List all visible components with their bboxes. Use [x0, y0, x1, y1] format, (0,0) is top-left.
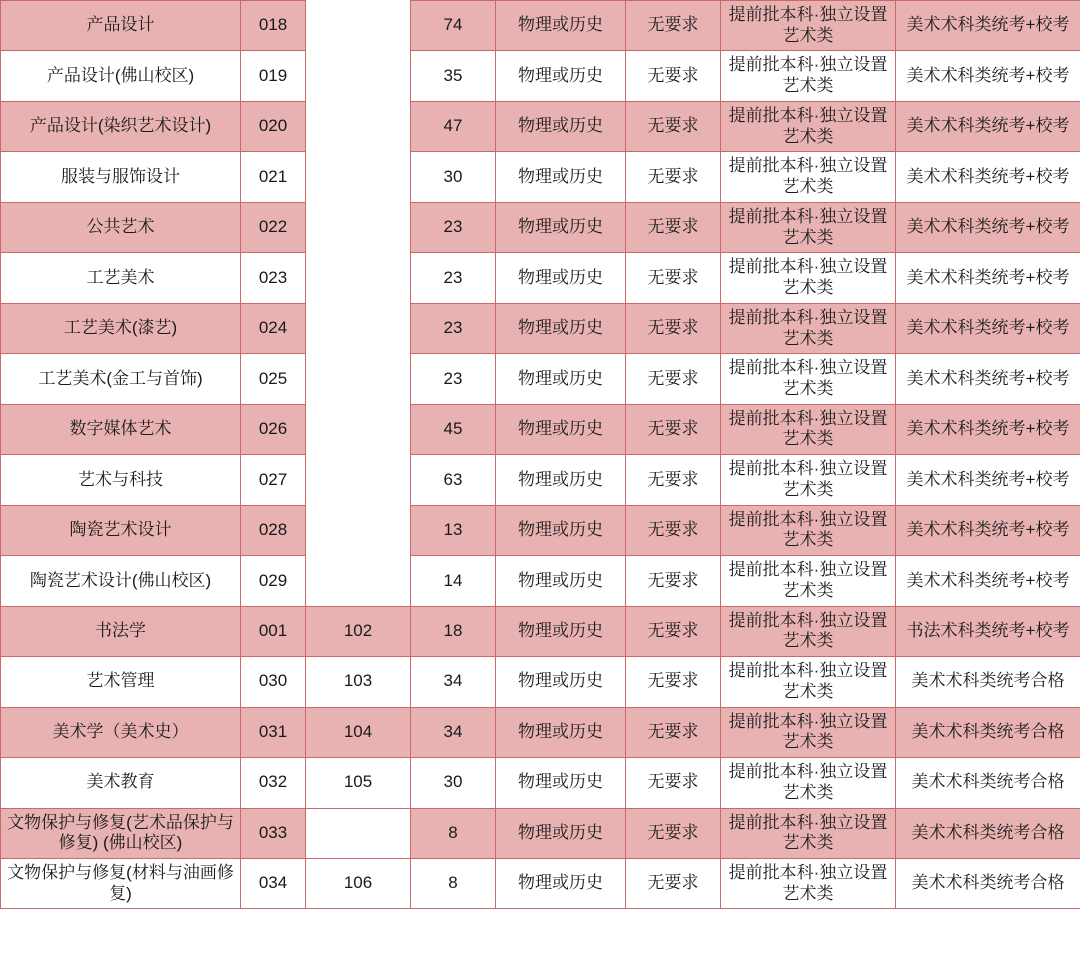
- cell-subject: 物理或历史: [496, 354, 626, 404]
- cell-batch: 提前批本科·独立设置艺术类: [721, 556, 896, 606]
- table-row: [1, 253, 1080, 303]
- cell-req: 无要求: [626, 556, 721, 606]
- cell-major: 美术学（美术史）: [1, 707, 241, 757]
- table-row: [1, 1, 1080, 51]
- table-row: [1, 808, 1080, 858]
- cell-exam: 美术术科类统考+校考: [896, 404, 1080, 454]
- cell-batch: 提前批本科·独立设置艺术类: [721, 202, 896, 252]
- cell-batch: 提前批本科·独立设置艺术类: [721, 253, 896, 303]
- cell-code: 025: [241, 354, 306, 404]
- cell-batch: 提前批本科·独立设置艺术类: [721, 657, 896, 707]
- cell-plan: 45: [411, 404, 496, 454]
- table-row: [1, 51, 1080, 101]
- cell-plan: 8: [411, 808, 496, 858]
- cell-subject: 物理或历史: [496, 152, 626, 202]
- table-row: [1, 354, 1080, 404]
- cell-code: 031: [241, 707, 306, 757]
- cell-subject: 物理或历史: [496, 404, 626, 454]
- cell-group: 103: [306, 657, 411, 707]
- cell-exam: 美术术科类统考+校考: [896, 354, 1080, 404]
- cell-batch: 提前批本科·独立设置艺术类: [721, 808, 896, 858]
- cell-code: 019: [241, 51, 306, 101]
- cell-group: [306, 303, 411, 353]
- cell-exam: 美术术科类统考+校考: [896, 505, 1080, 555]
- table-row: [1, 606, 1080, 656]
- cell-req: 无要求: [626, 707, 721, 757]
- cell-code: 018: [241, 1, 306, 51]
- table-row: [1, 556, 1080, 606]
- cell-exam: 美术术科类统考+校考: [896, 101, 1080, 151]
- cell-req: 无要求: [626, 606, 721, 656]
- cell-plan: 30: [411, 758, 496, 808]
- cell-req: 无要求: [626, 657, 721, 707]
- cell-major: 文物保护与修复(艺术品保护与修复) (佛山校区): [1, 808, 241, 858]
- cell-plan: 23: [411, 354, 496, 404]
- cell-plan: 23: [411, 303, 496, 353]
- cell-batch: 提前批本科·独立设置艺术类: [721, 707, 896, 757]
- cell-req: 无要求: [626, 253, 721, 303]
- cell-req: 无要求: [626, 808, 721, 858]
- cell-subject: 物理或历史: [496, 505, 626, 555]
- cell-exam: 书法术科类统考+校考: [896, 606, 1080, 656]
- table-row: [1, 202, 1080, 252]
- cell-group: [306, 404, 411, 454]
- cell-major: 美术教育: [1, 758, 241, 808]
- cell-batch: 提前批本科·独立设置艺术类: [721, 152, 896, 202]
- cell-subject: 物理或历史: [496, 556, 626, 606]
- table-row: [1, 101, 1080, 151]
- cell-plan: 34: [411, 657, 496, 707]
- cell-batch: 提前批本科·独立设置艺术类: [721, 51, 896, 101]
- cell-code: 023: [241, 253, 306, 303]
- cell-code: 032: [241, 758, 306, 808]
- cell-plan: 23: [411, 253, 496, 303]
- cell-subject: 物理或历史: [496, 202, 626, 252]
- cell-exam: 美术术科类统考合格: [896, 758, 1080, 808]
- cell-code: 026: [241, 404, 306, 454]
- cell-major: 工艺美术(漆艺): [1, 303, 241, 353]
- cell-code: 028: [241, 505, 306, 555]
- cell-subject: 物理或历史: [496, 253, 626, 303]
- cell-exam: 美术术科类统考+校考: [896, 152, 1080, 202]
- cell-major: 产品设计(染织艺术设计): [1, 101, 241, 151]
- cell-req: 无要求: [626, 1, 721, 51]
- cell-batch: 提前批本科·独立设置艺术类: [721, 303, 896, 353]
- cell-code: 022: [241, 202, 306, 252]
- cell-code: 020: [241, 101, 306, 151]
- table-row: [1, 404, 1080, 454]
- cell-major: 工艺美术(金工与首饰): [1, 354, 241, 404]
- cell-plan: 18: [411, 606, 496, 656]
- cell-plan: 63: [411, 455, 496, 505]
- cell-plan: 14: [411, 556, 496, 606]
- cell-group: [306, 556, 411, 606]
- cell-major: 陶瓷艺术设计(佛山校区): [1, 556, 241, 606]
- cell-exam: 美术术科类统考+校考: [896, 253, 1080, 303]
- cell-batch: 提前批本科·独立设置艺术类: [721, 858, 896, 908]
- cell-subject: 物理或历史: [496, 51, 626, 101]
- cell-subject: 物理或历史: [496, 657, 626, 707]
- cell-subject: 物理或历史: [496, 101, 626, 151]
- cell-batch: 提前批本科·独立设置艺术类: [721, 505, 896, 555]
- table-row: [1, 657, 1080, 707]
- table-row: [1, 505, 1080, 555]
- cell-exam: 美术术科类统考+校考: [896, 455, 1080, 505]
- cell-req: 无要求: [626, 202, 721, 252]
- cell-subject: 物理或历史: [496, 1, 626, 51]
- cell-major: 产品设计: [1, 1, 241, 51]
- cell-subject: 物理或历史: [496, 707, 626, 757]
- cell-exam: 美术术科类统考合格: [896, 707, 1080, 757]
- cell-req: 无要求: [626, 303, 721, 353]
- cell-group: [306, 253, 411, 303]
- cell-batch: 提前批本科·独立设置艺术类: [721, 606, 896, 656]
- cell-code: 027: [241, 455, 306, 505]
- cell-batch: 提前批本科·独立设置艺术类: [721, 404, 896, 454]
- cell-plan: 35: [411, 51, 496, 101]
- cell-subject: 物理或历史: [496, 455, 626, 505]
- cell-req: 无要求: [626, 51, 721, 101]
- cell-major: 艺术与科技: [1, 455, 241, 505]
- cell-req: 无要求: [626, 858, 721, 908]
- cell-group: [306, 1, 411, 51]
- cell-plan: 8: [411, 858, 496, 908]
- cell-group: 102: [306, 606, 411, 656]
- cell-batch: 提前批本科·独立设置艺术类: [721, 1, 896, 51]
- cell-batch: 提前批本科·独立设置艺术类: [721, 101, 896, 151]
- cell-exam: 美术术科类统考+校考: [896, 303, 1080, 353]
- cell-major: 产品设计(佛山校区): [1, 51, 241, 101]
- cell-code: 034: [241, 858, 306, 908]
- cell-subject: 物理或历史: [496, 758, 626, 808]
- cell-code: 029: [241, 556, 306, 606]
- cell-plan: 74: [411, 1, 496, 51]
- cell-code: 033: [241, 808, 306, 858]
- cell-major: 陶瓷艺术设计: [1, 505, 241, 555]
- cell-group: [306, 101, 411, 151]
- table-row: [1, 455, 1080, 505]
- table-row: [1, 858, 1080, 908]
- cell-subject: 物理或历史: [496, 606, 626, 656]
- cell-plan: 30: [411, 152, 496, 202]
- cell-major: 公共艺术: [1, 202, 241, 252]
- cell-exam: 美术术科类统考合格: [896, 858, 1080, 908]
- cell-group: [306, 51, 411, 101]
- cell-code: 024: [241, 303, 306, 353]
- cell-group: [306, 152, 411, 202]
- cell-group: 106: [306, 858, 411, 908]
- cell-plan: 13: [411, 505, 496, 555]
- table-row: [1, 303, 1080, 353]
- cell-exam: 美术术科类统考合格: [896, 808, 1080, 858]
- cell-major: 服装与服饰设计: [1, 152, 241, 202]
- cell-major: 数字媒体艺术: [1, 404, 241, 454]
- cell-major: 书法学: [1, 606, 241, 656]
- cell-batch: 提前批本科·独立设置艺术类: [721, 758, 896, 808]
- table-body: [1, 1, 1080, 909]
- cell-group: 105: [306, 758, 411, 808]
- cell-code: 030: [241, 657, 306, 707]
- cell-major: 工艺美术: [1, 253, 241, 303]
- cell-subject: 物理或历史: [496, 858, 626, 908]
- cell-req: 无要求: [626, 354, 721, 404]
- cell-exam: 美术术科类统考合格: [896, 657, 1080, 707]
- cell-group: [306, 354, 411, 404]
- cell-group: [306, 202, 411, 252]
- cell-major: 文物保护与修复(材料与油画修复): [1, 858, 241, 908]
- cell-plan: 47: [411, 101, 496, 151]
- cell-group: [306, 808, 411, 858]
- cell-plan: 34: [411, 707, 496, 757]
- cell-exam: 美术术科类统考+校考: [896, 1, 1080, 51]
- cell-req: 无要求: [626, 455, 721, 505]
- cell-subject: 物理或历史: [496, 808, 626, 858]
- cell-exam: 美术术科类统考+校考: [896, 51, 1080, 101]
- cell-code: 021: [241, 152, 306, 202]
- cell-major: 艺术管理: [1, 657, 241, 707]
- table-row: [1, 152, 1080, 202]
- cell-batch: 提前批本科·独立设置艺术类: [721, 354, 896, 404]
- cell-req: 无要求: [626, 505, 721, 555]
- cell-req: 无要求: [626, 101, 721, 151]
- cell-subject: 物理或历史: [496, 303, 626, 353]
- cell-req: 无要求: [626, 758, 721, 808]
- cell-group: [306, 455, 411, 505]
- cell-plan: 23: [411, 202, 496, 252]
- cell-req: 无要求: [626, 152, 721, 202]
- cell-batch: 提前批本科·独立设置艺术类: [721, 455, 896, 505]
- table-row: [1, 758, 1080, 808]
- cell-group: 104: [306, 707, 411, 757]
- cell-code: 001: [241, 606, 306, 656]
- cell-exam: 美术术科类统考+校考: [896, 556, 1080, 606]
- cell-exam: 美术术科类统考+校考: [896, 202, 1080, 252]
- cell-group: [306, 505, 411, 555]
- cell-req: 无要求: [626, 404, 721, 454]
- table-row: [1, 707, 1080, 757]
